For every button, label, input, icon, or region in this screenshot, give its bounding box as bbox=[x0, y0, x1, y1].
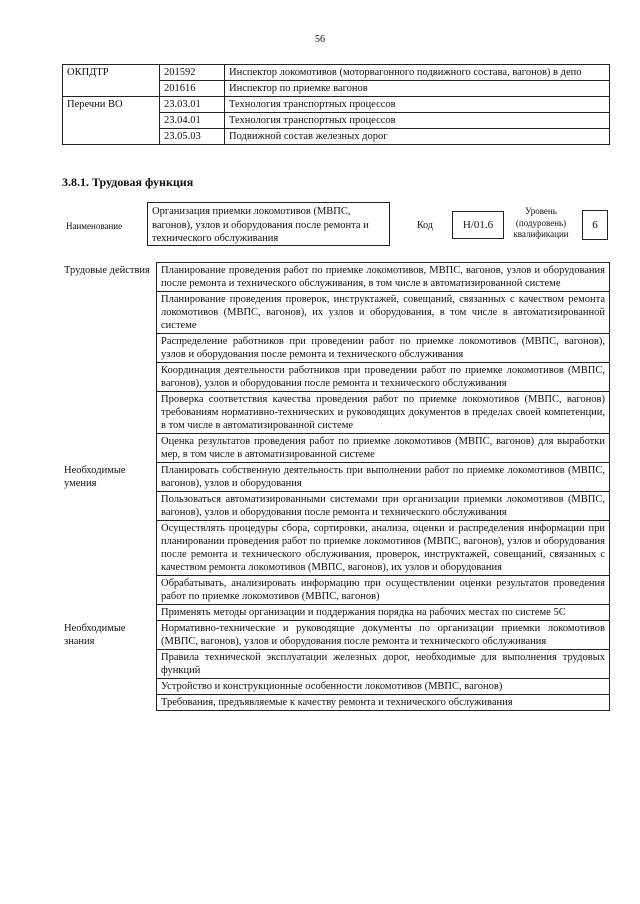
classifier-name: ОКПДТР bbox=[63, 65, 160, 97]
function-table bbox=[62, 262, 610, 711]
classifier-name: Перечни ВО bbox=[63, 97, 160, 145]
classifier-title: Технология транспортных процессов bbox=[225, 113, 610, 129]
classifier-code: 23.05.03 bbox=[160, 129, 225, 145]
list-item: Требования, предъявляемые к качеству ремонта и технического обслуживания bbox=[157, 695, 610, 711]
list-item: Планировать собственную деятельность при выполнении работ по приемке локомотивов (МВПС, вагонов), узлов и оборудования bbox=[157, 463, 610, 492]
page-number: 56 bbox=[315, 34, 325, 45]
group-label-skills: Необходимые умения bbox=[64, 464, 126, 489]
table-row bbox=[63, 97, 610, 113]
list-item: Распределение работников при проведении работ по приемке локомотивов (МВПС, вагонов), узлов и оборудования после ремонта и технического обслуживания bbox=[157, 334, 610, 363]
classifier-code: 23.03.01 bbox=[160, 97, 225, 113]
classifier-title: Инспектор локомотивов (моторвагонного подвижного состава, вагонов) в депо bbox=[225, 65, 610, 81]
classification-table bbox=[62, 64, 610, 145]
list-item: Пользоваться автоматизированными системами при организации приемки локомотивов (МВПС, вагонов), узлов и оборудования после ремонта и технического обслуживания bbox=[157, 492, 610, 521]
list-item: Правила технической эксплуатации железных дорог, необходимые для выполнения трудовых функций bbox=[157, 650, 610, 679]
table-row bbox=[62, 263, 610, 292]
list-item: Обрабатывать, анализировать информацию при осуществлении оценки результатов проведения работ по приемке локомотивов (МВПС, вагонов) bbox=[157, 576, 610, 605]
list-item: Проверка соответствия качества проведения работ по приемке локомотивов (МВПС, вагонов) требованиям нормативно-технических и руководящих документов в пределах своей компетенции, в том числе в автоматизированной системе bbox=[157, 392, 610, 434]
classifier-title: Подвижной состав железных дорог bbox=[225, 129, 610, 145]
classifier-title: Инспектор по приемке вагонов bbox=[225, 81, 610, 97]
classifier-code: 201592 bbox=[160, 65, 225, 81]
level-label: Уровень (подуровень) квалификации bbox=[513, 206, 569, 239]
classifier-code: 201616 bbox=[160, 81, 225, 97]
function-code: Н/01.6 bbox=[452, 211, 504, 239]
list-item: Устройство и конструкционные особенности локомотивов (МВПС, вагонов) bbox=[157, 679, 610, 695]
list-item: Осуществлять процедуры сбора, сортировки, анализа, оценки и распределения информации при планировании проведения работ по приемке локомотивов (МВПС, вагонов), узлов и оборудования после ремонта и технического обслуживания, проверок, инструктажей, совещаний, связанных с качеством ремонта локомотивов (МВПС, вагонов), их узлов и оборудования bbox=[157, 521, 610, 576]
classifier-code: 23.04.01 bbox=[160, 113, 225, 129]
table-row bbox=[62, 621, 610, 650]
list-item: Координация деятельности работников при проведении работ по приемке локомотивов (МВПС, вагонов), узлов и оборудования после ремонта и технического обслуживания bbox=[157, 363, 610, 392]
group-label-actions: Трудовые действия bbox=[64, 264, 150, 276]
list-item: Планирование проведения работ по приемке локомотивов, МВПС, вагонов, узлов и оборудования после ремонта и технического обслуживания, в том числе в автоматизированной системе bbox=[157, 263, 610, 292]
function-header bbox=[62, 200, 610, 250]
table-row bbox=[62, 463, 610, 492]
function-name: Организация приемки локомотивов (МВПС, вагонов), узлов и оборудования после ремонта и технического обслуживания bbox=[147, 202, 390, 246]
list-item: Нормативно-технические и руководящие документы по организации приемки локомотивов (МВПС, вагонов), узлов и оборудования после ремонта и технического обслуживания bbox=[157, 621, 610, 650]
group-label-knowledge: Необходимые знания bbox=[64, 622, 126, 647]
code-label: Код bbox=[417, 220, 433, 231]
classifier-title: Технология транспортных процессов bbox=[225, 97, 610, 113]
list-item: Оценка результатов проведения работ по приемке локомотивов (МВПС, вагонов) для выработки мер, в том числе в автоматизированной системе bbox=[157, 434, 610, 463]
name-label: Наименование bbox=[66, 221, 123, 231]
qualification-level: 6 bbox=[582, 210, 608, 240]
list-item: Планирование проведения проверок, инструктажей, совещаний, связанных с качеством ремонта локомотивов (МВПС, вагонов), их узлов и оборудования, в том числе в автоматизированной системе bbox=[157, 292, 610, 334]
list-item: Применять методы организации и поддержания порядка на рабочих местах по системе 5С bbox=[157, 605, 610, 621]
section-heading: 3.8.1. Трудовая функция bbox=[62, 175, 194, 189]
table-row bbox=[63, 65, 610, 81]
